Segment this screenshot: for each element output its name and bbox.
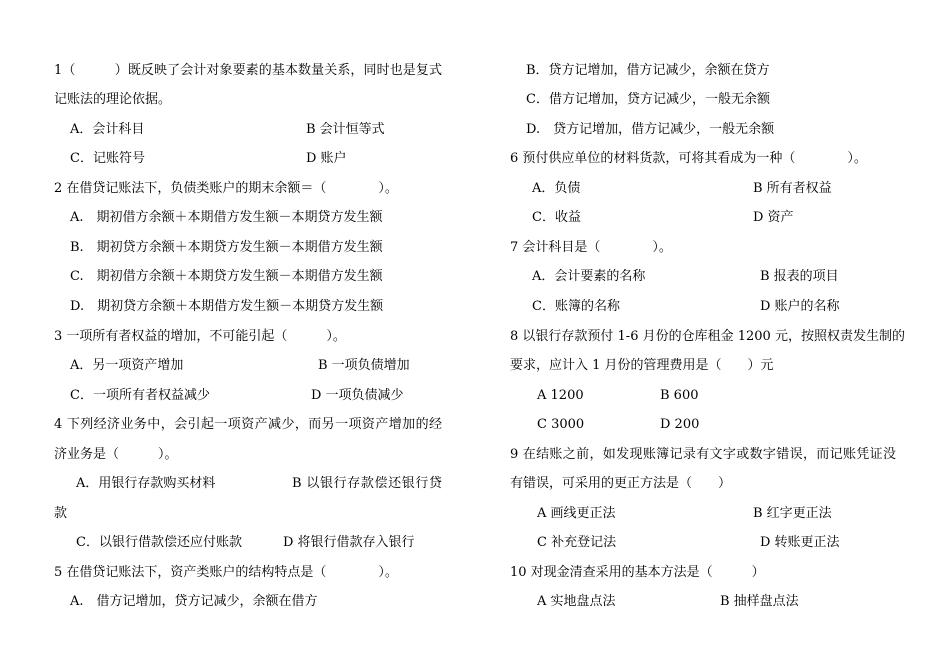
q5-option-c: C．借方记增加，贷方记减少，一般无余额 [526,92,770,107]
q6-option-b: B 所有者权益 [753,181,832,196]
question-9-text: 9 在结账之前，如发现账簿记录有文字或数字错误，而记账凭证没 [510,447,896,462]
q5-option-d: D. 贷方记增加，借方记减少，一般无余额 [526,122,775,137]
q9-option-b: B 红字更正法 [753,506,832,521]
q2-option-b: B. 期初贷方余额＋本期贷方发生额－本期借方发生额 [70,240,383,255]
q3-option-c: C．一项所有者权益减少 [70,388,210,403]
question-8-text-cont: 要求，应计入 1 月份的管理费用是（ ）元 [510,358,774,373]
question-8-text: 8 以银行存款预付 1-6 月份的仓库租金 1200 元，按照权责发生制的 [510,329,905,344]
q9-option-d: D 转账更正法 [760,535,840,550]
q6-option-d: D 资产 [753,210,794,225]
q1-option-d: D 账户 [306,151,347,166]
q5-option-b: B．贷方记增加，借方记减少，余额在贷方 [526,63,770,78]
q7-option-c: C．账簿的名称 [532,299,620,314]
q3-option-d: D 一项负债减少 [311,388,404,403]
q8-option-b: B 600 [660,388,699,403]
question-4-text-cont: 济业务是（ ）。 [54,447,178,462]
q4-option-c: C．以银行借款偿还应付账款 [76,535,242,550]
question-5-text: 5 在借贷记账法下，资产类账户的结构特点是（ ）。 [54,565,398,580]
q8-option-a: A 1200 [537,388,584,403]
q9-option-a: A 画线更正法 [537,506,616,521]
q3-option-b: B 一项负债增加 [318,358,410,373]
q3-option-a: A．另一项资产增加 [70,358,184,373]
q2-option-a: A. 期初借方余额＋本期借方发生额－本期贷方发生额 [70,210,383,225]
q5-option-a: A. 借方记增加，贷方记减少，余额在借方 [70,594,318,609]
q7-option-b: B 报表的项目 [760,269,839,284]
q2-option-c: C. 期初借方余额＋本期贷方发生额－本期借方发生额 [70,269,383,284]
q6-option-c: C．收益 [532,210,581,225]
q4-option-d: D 将银行借款存入银行 [283,535,415,550]
q10-option-b: B 抽样盘点法 [720,594,799,609]
q7-option-a: A．会计要素的名称 [532,269,646,284]
q8-option-c: C 3000 [537,417,585,432]
q6-option-a: A．负债 [532,181,581,196]
q1-option-c: C．记账符号 [70,151,145,166]
question-9-text-cont: 有错误，可采用的更正方法是（ ） [510,476,732,491]
q8-option-d: D 200 [660,417,700,432]
q10-option-a: A 实地盘点法 [537,594,616,609]
q1-option-a: A．会计科目 [70,122,145,137]
q2-option-d: D. 期初贷方余额＋本期借方发生额－本期贷方发生额 [70,299,384,314]
q4-option-b-cont: 款 [54,506,68,521]
q4-option-a: A．用银行存款购买材料 [76,476,216,491]
q1-option-b: B 会计恒等式 [306,122,385,137]
question-10-text: 10 对现金清查采用的基本方法是（ ） [510,565,765,580]
q4-option-b: B 以银行存款偿还银行贷 [292,476,442,491]
question-2-text: 2 在借贷记账法下，负债类账户的期末余额＝（ ）。 [54,181,398,196]
question-4-text: 4 下列经济业务中，会引起一项资产减少，而另一项资产增加的经 [54,417,442,432]
question-6-text: 6 预付供应单位的材料货款，可将其看成为一种（ ）。 [510,151,867,166]
q9-option-c: C 补充登记法 [537,535,617,550]
question-1-text-cont: 记账法的理论依据。 [54,92,172,107]
q7-option-d: D 账户的名称 [760,299,840,314]
question-1-text: 1（ ）既反映了会计对象要素的基本数量关系，同时也是复式 [54,63,442,78]
question-3-text: 3 一项所有者权益的增加，不可能引起（ ）。 [54,329,346,344]
question-7-text: 7 会计科目是（ ）。 [510,240,672,255]
